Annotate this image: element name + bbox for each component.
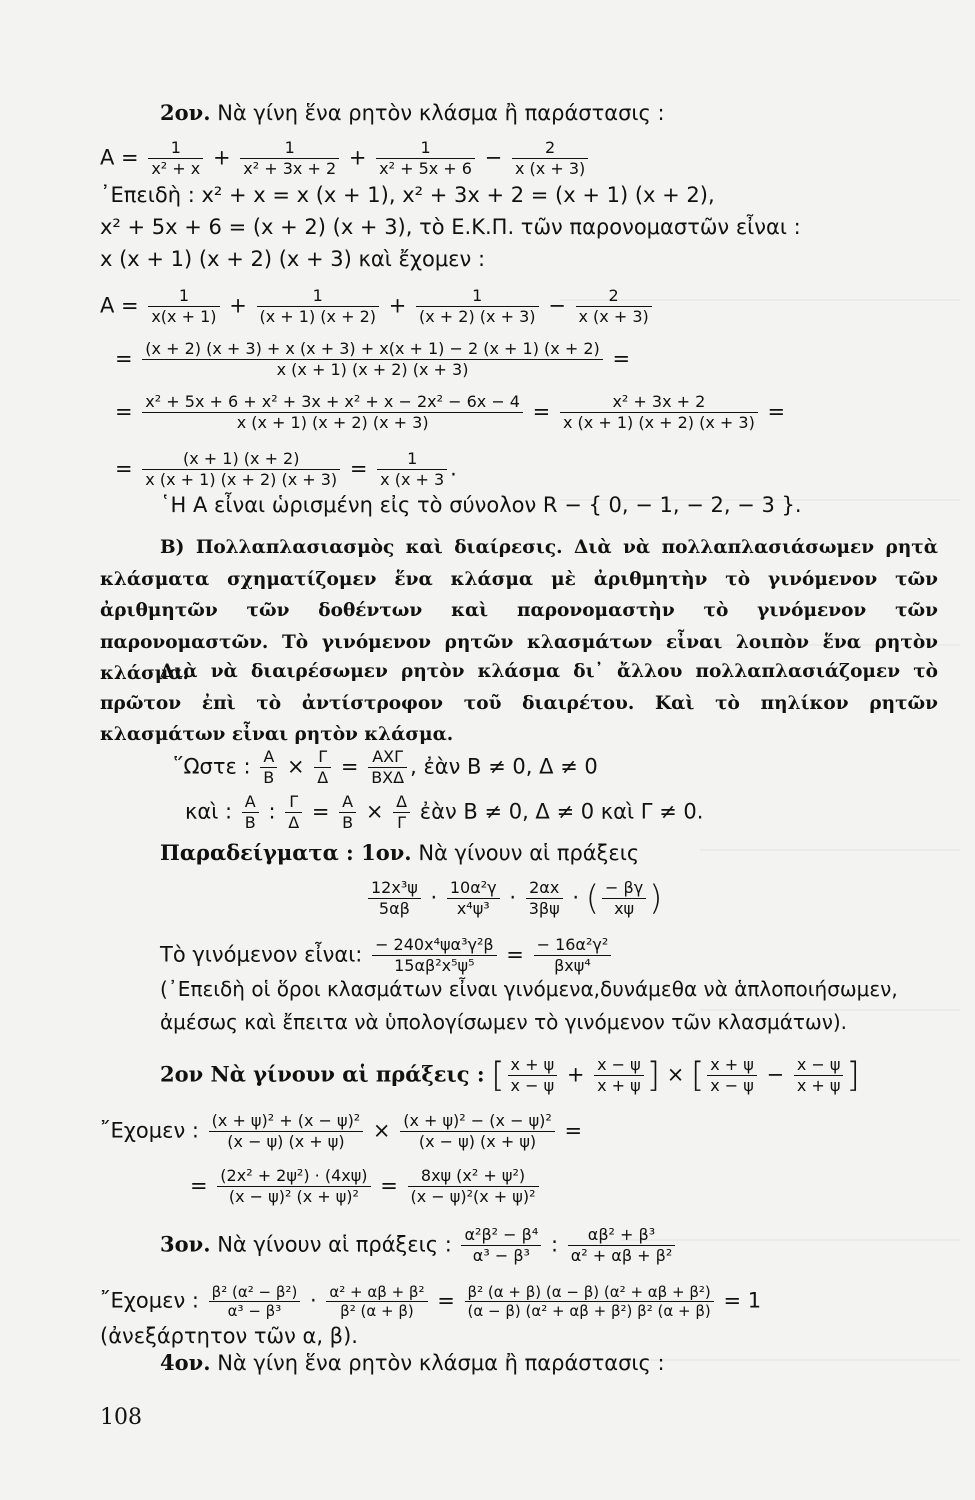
fraction: $\frac{\text{(x + ψ)² + (x − ψ)²}}{(x - \psi) (x + \psi)}$ [209,1111,364,1152]
bracket-close: ] [646,1055,660,1096]
equals-sign: = [190,1173,208,1198]
fraction: $\frac{\text{α² + αβ + β²}}{\text{β² (α + β)}}$ [326,1283,427,1320]
fraction: $\frac{1}{\text{x² + 3x + 2}}$ [240,138,339,179]
minus-sign: − [766,1062,785,1087]
bracket-open: [ [690,1055,705,1096]
and-label: καὶ : [185,799,233,824]
equals-sign: = [532,399,551,424]
rule-multiplication [173,747,598,788]
example-intro: Νὰ γίνη ἕνα ρητὸν κλάσμα ἢ παράστασις : [217,1351,665,1375]
fraction: $\frac{1}{\text{x² + x}}$ [148,138,203,179]
example-2-header [160,100,665,126]
times-sign: × [365,799,384,824]
condition: ἐὰν Β ≠ 0, Δ ≠ 0 καὶ Γ ≠ 0. [419,799,704,824]
example-intro: Νὰ γίνη ἕνα ρητὸν κλάσμα ἢ παράστασις : [217,101,665,125]
page-number: 108 [100,1405,142,1430]
result: = 1 [723,1288,762,1313]
fraction: $\frac{1}{x(x + 1)}$ [148,286,219,327]
fraction: $\frac{x + \psi}{x - \psi}$ [508,1055,558,1096]
dot-operator: · [572,885,580,910]
fraction: $\frac{A}{B}$ [260,747,277,788]
fraction: $\frac{\text{x² + 3x + 2}}{x (x + 1) (x + 2) (x + 3)}$ [560,392,758,433]
fraction: $\frac{1}{(x + 2) (x + 3)}$ [416,286,539,327]
equals-sign: = [380,1173,398,1198]
fraction: $\frac{1}{(x + 1) (x + 2)}$ [257,286,380,327]
fraction: $\frac{1}{x (x + 3}$ [377,449,447,490]
factor-line-2: x² + 5x + 6 = (x + 2) (x + 3), τὸ Ε.Κ.Π. τῶν παρονομαστῶν εἶναι : [100,215,801,239]
section-b-paragraph-1: Β) Πολλαπλασιασμὸς καὶ διαίρεσις. Διὰ νὰ πολλαπλασιάσωμεν ρητὰ κλάσματα σχηματίζομεν ἕνα κλάσμα μὲ ἀριθμητὴν τὸ γινόμενον τῶν ἀριθμητῶν τῶν δοθέντων καὶ παρονομαστὴν τὸ γινόμενον τῶν παρονομαστῶν. Τὸ γινόμενον ρητῶν κλασμάτων εἶναι λοιπὸν ἕνα ρητὸν κλάσμα. [100,537,938,684]
example-2b-work-2 [190,1166,542,1207]
hence-label: ῞Ωστε : [173,754,251,779]
step-1 [115,339,630,380]
period: . [450,456,457,481]
bracket-close: ] [846,1055,860,1096]
fraction: $\frac{2\alpha x}{3\beta\psi}$ [526,878,563,919]
fraction: $\frac{A}{B}$ [339,792,356,833]
equals-sign: = [115,346,133,371]
example-2b-header [160,1055,860,1096]
product-label: Τὸ γινόμενον εἶναι: [160,942,363,967]
factor-line-3: x (x + 1) (x + 2) (x + 3) καὶ ἔχομεν : [100,247,486,271]
section-b-paragraph-2: Διὰ νὰ διαιρέσωμεν ρητὸν κλάσμα δι᾿ ἄλλου πολλαπλασιάζομεν τὸ πρῶτον ἐπὶ τὸ ἀντίστροφον τοῦ διαιρέτου. Καὶ τὸ πηλίκον ρητῶν κλασμάτων εἶναι ρητὸν κλάσμα. [100,661,938,745]
minus-sign: − [484,145,503,170]
example-intro: Νὰ γίνουν αἱ πράξεις : [217,1232,452,1257]
fraction: $\frac{x - \psi}{x + \psi}$ [594,1055,644,1096]
equals-sign: = [311,799,330,824]
have-label: ῎Εχομεν : [100,1288,199,1313]
fraction: $\frac{\text{β² (α² − β²)}}{\text{α³ − β³}}$ [209,1283,301,1320]
paren-open: ( [585,878,599,919]
fraction: $\frac{x - \psi}{x + \psi}$ [794,1055,844,1096]
fraction: $\frac{\text{β² (α + β) (α − β) (α² + αβ + β²)}}{\text{(α − β) (α² + αβ + β²) β² (α + β)}}$ [465,1283,714,1320]
domain-statement: ῾Η Α εἶναι ὡρισμένη εἰς τὸ σύνολον R − { 0, − 1, − 2, − 3 }. [160,493,802,517]
a-equals: A = [100,293,139,318]
plus-sign: + [388,293,407,318]
examples-header [160,840,639,866]
independence-note: (ἀνεξάρτητον τῶν α, β). [100,1324,358,1348]
dot-operator: · [430,885,438,910]
dot-operator: · [509,885,517,910]
plus-sign: + [348,145,367,170]
equals-sign: = [767,399,786,424]
paren-close: ) [649,878,663,919]
plus-sign: + [566,1062,585,1087]
step-2 [115,392,785,433]
product-expression [365,878,662,919]
fraction: $\frac{\Gamma}{\Delta}$ [285,792,302,833]
example-3-header [160,1225,678,1266]
plus-sign: + [212,145,231,170]
condition: , ἐὰν Β ≠ 0, Δ ≠ 0 [410,754,598,779]
fraction: $\frac{\text{12x³ψ}}{5\alpha\beta}$ [368,878,421,919]
division-sign: : [268,799,276,824]
example-label: 2ον Νὰ γίνουν αἱ πράξεις : [160,1061,485,1087]
equals-sign: = [437,1288,455,1313]
fraction: $\frac{(x + 2) (x + 3) + x (x + 3) + x(x + 1) - 2 (x + 1) (x + 2)}{x (x + 1) (x + 2) (x + 3)}$ [142,339,602,380]
expression-A [100,138,591,179]
product-result [160,935,614,976]
equals-sign: = [115,456,133,481]
step-3 [115,449,457,490]
equals-sign: = [506,942,524,967]
examples-label: Παραδείγματα : 1ον. [160,840,412,865]
rule-division [185,792,703,833]
have-label: ῎Εχομεν : [100,1118,199,1143]
fraction: $\frac{\Delta}{\Gamma}$ [393,792,410,833]
fraction: $\frac{\text{αβ² + β³}}{\text{α² + αβ + β²}}$ [568,1225,676,1266]
fraction: $\frac{2}{x (x + 3)}$ [512,138,588,179]
fraction: $\frac{2}{x (x + 3)}$ [576,286,652,327]
expression-A-factored [100,286,655,327]
example-label: 4ον. [160,1350,211,1375]
example-label: 2ον. [160,100,211,125]
fraction: $\frac{1}{\text{x² + 5x + 6}}$ [376,138,475,179]
examples-intro: Νὰ γίνουν αἱ πράξεις [418,841,640,865]
minus-sign: − [548,293,566,318]
example-2b-work-1 [100,1111,582,1152]
equals-sign: = [340,754,359,779]
equals-sign: = [115,399,133,424]
times-sign: × [372,1118,391,1143]
fraction: $\frac{\text{10α²γ}}{\text{x⁴ψ³}}$ [447,878,500,919]
equals-sign: = [349,456,368,481]
example-label: 3ον. [160,1231,211,1257]
simplification-note: (᾿Επειδὴ οἱ ὅροι κλασμάτων εἶναι γινόμενα,δυνάμεθα νὰ ἁπλοποιήσωμεν, ἀμέσως καὶ ἔπειτα νὰ ὑπολογίσωμεν τὸ γινόμενον τῶν κλασμάτων). [160,977,898,1034]
fraction: $\frac{(x + 1) (x + 2)}{x (x + 1) (x + 2) (x + 3)}$ [142,449,340,490]
fraction: $\frac{\text{(x + ψ)² − (x − ψ)²}}{(x - \psi) (x + \psi)}$ [400,1111,555,1152]
fraction: $\frac{A}{B}$ [242,792,259,833]
fraction: $\frac{\text{(2x² + 2ψ²) · (4xψ)}}{\text{(x − ψ)² (x + ψ)²}}$ [217,1166,370,1207]
factor-line-1: ᾿Επειδὴ : x² + x = x (x + 1), x² + 3x + 2 = (x + 1) (x + 2), [100,183,715,207]
fraction: $\frac{\text{x² + 5x + 6 + x² + 3x + x² + x − 2x² − 6x − 4}}{x (x + 1) (x + 2) (x + 3)}$ [142,392,523,433]
equals-sign: = [612,346,631,371]
plus-sign: + [229,293,247,318]
a-equals: A = [100,145,139,170]
fraction: $\frac{\text{α²β² − β⁴}}{\text{α³ − β³}}$ [461,1225,541,1266]
fraction: $\frac{\Gamma}{\Delta}$ [314,747,331,788]
fraction: $\frac{\text{ΑΧΓ}}{\text{ΒΧΔ}}$ [368,747,407,788]
fraction: $\frac{\text{− 16α²γ²}}{\text{βxψ⁴}}$ [534,935,612,976]
equals-sign: = [564,1118,583,1143]
bracket-open: [ [491,1055,505,1096]
times-sign: × [666,1062,685,1087]
division-sign: : [550,1232,559,1257]
fraction: $\frac{\text{8xψ (x² + ψ²)}}{\text{(x − ψ)²(x + ψ)²}}$ [408,1166,539,1207]
fraction: $\frac{- \beta\gamma}{x\psi}$ [602,878,646,919]
example-4-header [160,1350,665,1376]
example-3-work [100,1283,761,1320]
dot-operator: · [309,1288,317,1313]
times-sign: × [286,754,305,779]
fraction: $\frac{x + \psi}{x - \psi}$ [707,1055,757,1096]
fraction: $\frac{\text{− 240x⁴ψα³γ²β}}{\text{15αβ²x⁵ψ⁵}}$ [372,935,497,976]
